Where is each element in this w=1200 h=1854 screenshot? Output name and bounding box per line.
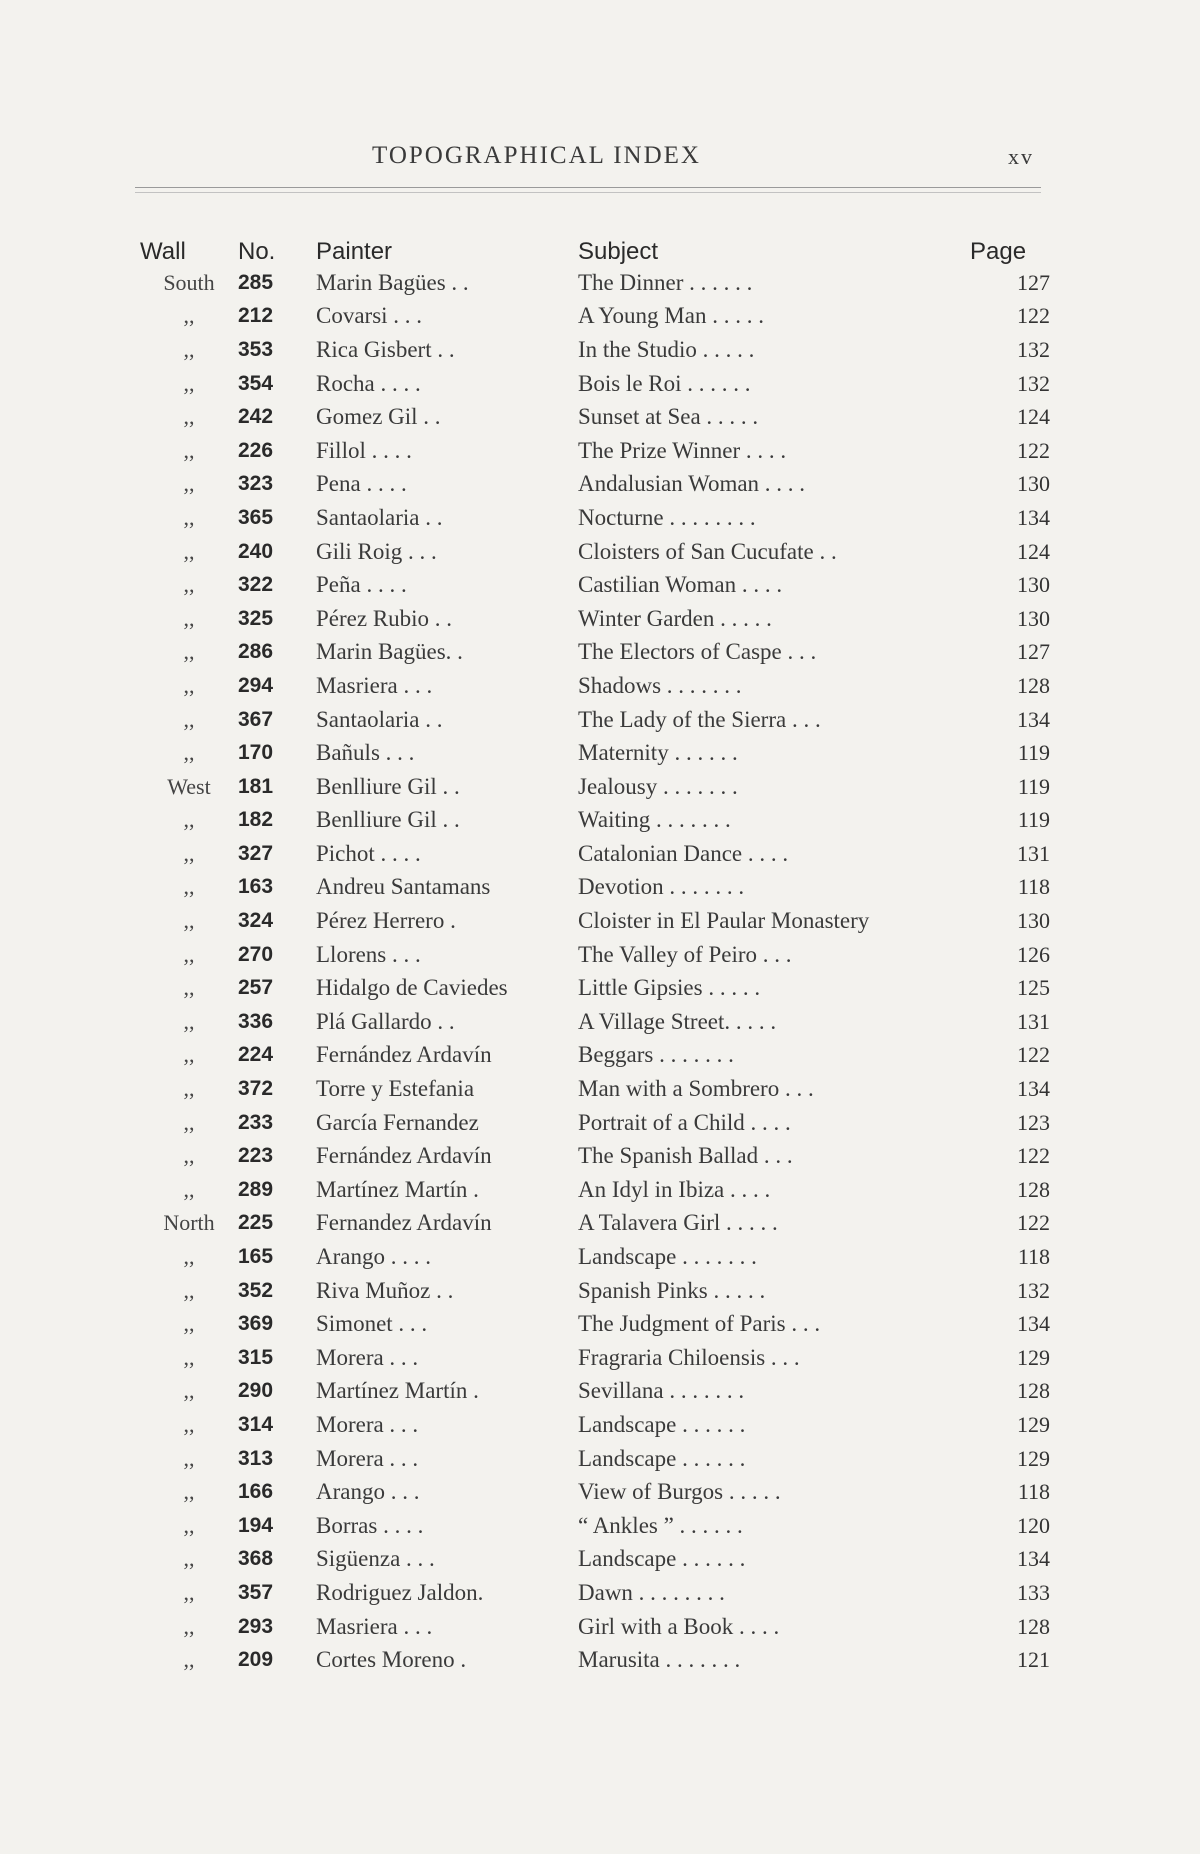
page-cell: 127 <box>1017 639 1050 665</box>
table-body <box>140 266 1050 1677</box>
wall-cell: ,, <box>183 807 195 833</box>
table-row <box>140 938 1050 972</box>
page-cell: 134 <box>1017 1546 1050 1572</box>
subject-cell: Cloister in El Paular Monastery <box>578 908 870 934</box>
page-cell: 119 <box>1017 807 1050 833</box>
wall-cell: ,, <box>183 1579 195 1605</box>
painter-cell: Santaolaria . . <box>316 504 443 530</box>
page-cell: 131 <box>1017 1008 1050 1034</box>
wall-cell: ,, <box>183 740 195 766</box>
wall-cell: ,, <box>183 1008 195 1034</box>
table-row <box>140 1039 1050 1073</box>
wall-cell: ,, <box>183 471 195 497</box>
subject-cell: The Electors of Caspe . . . <box>578 639 817 665</box>
subject-cell: Cloisters of San Cucufate . . <box>578 538 837 564</box>
page-cell: 133 <box>1017 1579 1050 1605</box>
wall-cell: ,, <box>183 941 195 967</box>
wall-cell: ,, <box>183 1042 195 1068</box>
table-row <box>140 266 1050 300</box>
painter-cell: Rocha . . . . <box>316 370 421 396</box>
wall-cell: ,, <box>183 706 195 732</box>
wall-cell: ,, <box>183 908 195 934</box>
painter-cell: Torre y Estefania <box>316 1076 475 1102</box>
column-header-page: Page <box>970 238 1027 265</box>
table-row <box>140 1139 1050 1173</box>
number-cell: 209 <box>238 1648 274 1672</box>
table-row <box>140 837 1050 871</box>
wall-cell: ,, <box>183 370 195 396</box>
number-cell: 224 <box>238 1043 274 1067</box>
wall-cell: ,, <box>183 840 195 866</box>
subject-cell: Sunset at Sea . . . . . <box>578 404 759 430</box>
painter-cell: Santaolaria . . <box>316 706 443 732</box>
number-cell: 369 <box>238 1312 274 1336</box>
subject-cell: Landscape . . . . . . <box>578 1445 746 1471</box>
wall-cell: ,, <box>183 975 195 1001</box>
number-cell: 166 <box>238 1480 274 1504</box>
painter-cell: Arango . . . . <box>316 1244 431 1270</box>
wall-cell: North <box>163 1210 215 1236</box>
table-row <box>140 636 1050 670</box>
page-cell: 128 <box>1017 1176 1050 1202</box>
page-title: TOPOGRAPHICAL INDEX <box>372 142 701 169</box>
page-cell: 118 <box>1017 1244 1050 1270</box>
table-row <box>140 300 1050 334</box>
subject-cell: Landscape . . . . . . . <box>578 1244 757 1270</box>
column-header-no: No. <box>238 238 276 265</box>
number-cell: 293 <box>238 1614 274 1638</box>
page-cell: 122 <box>1017 437 1050 463</box>
subject-cell: “ Ankles ” . . . . . . <box>578 1512 743 1538</box>
subject-cell: Man with a Sombrero . . . <box>578 1076 814 1102</box>
painter-cell: Morera . . . <box>316 1411 419 1437</box>
number-cell: 240 <box>238 539 274 563</box>
painter-cell: García Fernandez <box>316 1109 479 1135</box>
painter-cell: Hidalgo de Caviedes <box>316 975 508 1001</box>
page-cell: 129 <box>1017 1445 1050 1471</box>
page-cell: 130 <box>1017 908 1050 934</box>
page-cell: 128 <box>1017 1613 1050 1639</box>
running-head <box>0 142 1200 172</box>
subject-cell: In the Studio . . . . . <box>578 336 755 362</box>
number-cell: 233 <box>238 1110 274 1134</box>
table-row <box>140 669 1050 703</box>
subject-cell: Nocturne . . . . . . . . <box>578 504 756 530</box>
wall-cell: ,, <box>183 336 195 362</box>
painter-cell: Masriera . . . <box>316 672 433 698</box>
number-cell: 242 <box>238 405 274 429</box>
page-cell: 118 <box>1017 874 1050 900</box>
table-row <box>140 1543 1050 1577</box>
painter-cell: Masriera . . . <box>316 1613 433 1639</box>
number-cell: 270 <box>238 942 274 966</box>
painter-cell: Fernandez Ardavín <box>316 1210 492 1236</box>
subject-cell: The Spanish Ballad . . . <box>578 1143 793 1169</box>
column-header-subject: Subject <box>578 238 659 265</box>
page-cell: 121 <box>1017 1647 1050 1673</box>
table-row <box>140 1610 1050 1644</box>
painter-cell: Martínez Martín . <box>316 1176 479 1202</box>
number-cell: 225 <box>238 1211 274 1235</box>
number-cell: 286 <box>238 640 274 664</box>
number-cell: 325 <box>238 606 274 630</box>
table-row <box>140 602 1050 636</box>
wall-cell: ,, <box>183 1546 195 1572</box>
table-row <box>140 367 1050 401</box>
page-cell: 122 <box>1017 1210 1050 1236</box>
table-row <box>140 703 1050 737</box>
table-row <box>140 1106 1050 1140</box>
table-row <box>140 871 1050 905</box>
page-cell: 118 <box>1017 1479 1050 1505</box>
page-cell: 122 <box>1017 1143 1050 1169</box>
subject-cell: A Talavera Girl . . . . . <box>578 1210 778 1236</box>
painter-cell: Fernández Ardavín <box>316 1143 492 1169</box>
page-cell: 129 <box>1017 1344 1050 1370</box>
table-row <box>140 1408 1050 1442</box>
table-row <box>140 1341 1050 1375</box>
painter-cell: Simonet . . . <box>316 1311 428 1337</box>
subject-cell: Waiting . . . . . . . <box>578 807 731 833</box>
page-cell: 123 <box>1017 1109 1050 1135</box>
number-cell: 226 <box>238 438 274 462</box>
wall-cell: ,, <box>183 1378 195 1404</box>
page-cell: 122 <box>1017 1042 1050 1068</box>
subject-cell: Jealousy . . . . . . . <box>578 773 738 799</box>
painter-cell: Borras . . . . <box>316 1512 424 1538</box>
wall-cell: ,, <box>183 572 195 598</box>
number-cell: 352 <box>238 1278 274 1302</box>
subject-cell: Spanish Pinks . . . . . <box>578 1277 766 1303</box>
page-cell: 128 <box>1017 1378 1050 1404</box>
header-rule <box>135 187 1041 188</box>
topographical-index-table <box>140 228 1050 1677</box>
painter-cell: Arango . . . <box>316 1479 420 1505</box>
table-row <box>140 400 1050 434</box>
page-number: xv <box>1008 144 1034 169</box>
wall-cell: ,, <box>183 1613 195 1639</box>
painter-cell: Martínez Martín . <box>316 1378 479 1404</box>
page-cell: 119 <box>1017 773 1050 799</box>
page-cell: 130 <box>1017 572 1050 598</box>
table-row <box>140 501 1050 535</box>
table-row <box>140 1307 1050 1341</box>
painter-cell: Peña . . . . <box>316 572 407 598</box>
number-cell: 290 <box>238 1379 274 1403</box>
number-cell: 357 <box>238 1580 274 1604</box>
painter-cell: Bañuls . . . <box>316 740 415 766</box>
table-row <box>140 1442 1050 1476</box>
painter-cell: Fillol . . . . <box>316 437 412 463</box>
number-cell: 212 <box>238 304 274 328</box>
number-cell: 354 <box>238 371 274 395</box>
wall-cell: ,, <box>183 404 195 430</box>
number-cell: 257 <box>238 976 274 1000</box>
painter-cell: Marin Bagües . . <box>316 269 469 295</box>
wall-cell: ,, <box>183 1411 195 1437</box>
page-cell: 129 <box>1017 1411 1050 1437</box>
number-cell: 324 <box>238 909 274 933</box>
wall-cell: ,, <box>183 605 195 631</box>
subject-cell: Maternity . . . . . . <box>578 740 738 766</box>
wall-cell: ,, <box>183 1277 195 1303</box>
painter-cell: Morera . . . <box>316 1445 419 1471</box>
subject-cell: Sevillana . . . . . . . <box>578 1378 745 1404</box>
painter-cell: Fernández Ardavín <box>316 1042 492 1068</box>
number-cell: 182 <box>238 808 274 832</box>
number-cell: 194 <box>238 1513 274 1537</box>
subject-cell: Shadows . . . . . . . <box>578 672 742 698</box>
page-cell: 134 <box>1017 504 1050 530</box>
column-header-wall: Wall <box>140 238 186 265</box>
painter-cell: Marin Bagües. . <box>316 639 463 665</box>
wall-cell: ,, <box>183 639 195 665</box>
page-cell: 134 <box>1017 1076 1050 1102</box>
number-cell: 322 <box>238 573 274 597</box>
table-row <box>140 1375 1050 1409</box>
page-cell: 132 <box>1017 1277 1050 1303</box>
table-row <box>140 770 1050 804</box>
table-row <box>140 1207 1050 1241</box>
table-row <box>140 1072 1050 1106</box>
wall-cell: ,, <box>183 1512 195 1538</box>
subject-cell: The Dinner . . . . . . <box>578 269 753 295</box>
table-row <box>140 1240 1050 1274</box>
number-cell: 223 <box>238 1144 274 1168</box>
subject-cell: Landscape . . . . . . <box>578 1411 746 1437</box>
wall-cell: West <box>167 773 211 799</box>
table-header-row <box>140 228 1050 266</box>
wall-cell: ,, <box>183 672 195 698</box>
table-row <box>140 1643 1050 1677</box>
subject-cell: Girl with a Book . . . . <box>578 1613 780 1639</box>
wall-cell: ,, <box>183 504 195 530</box>
painter-cell: Pena . . . . <box>316 471 407 497</box>
table-row <box>140 736 1050 770</box>
painter-cell: Llorens . . . <box>316 941 421 967</box>
number-cell: 372 <box>238 1077 274 1101</box>
number-cell: 336 <box>238 1009 274 1033</box>
subject-cell: Portrait of a Child . . . . <box>578 1109 791 1135</box>
page-cell: 126 <box>1017 941 1050 967</box>
subject-cell: Castilian Woman . . . . <box>578 572 783 598</box>
header-rule-thin <box>135 192 1041 193</box>
page-cell: 127 <box>1017 269 1050 295</box>
subject-cell: The Prize Winner . . . . <box>578 437 787 463</box>
number-cell: 314 <box>238 1412 274 1436</box>
page-cell: 134 <box>1017 706 1050 732</box>
painter-cell: Riva Muñoz . . <box>316 1277 454 1303</box>
number-cell: 353 <box>238 337 274 361</box>
painter-cell: Sigüenza . . . <box>316 1546 435 1572</box>
wall-cell: ,, <box>183 874 195 900</box>
painter-cell: Pichot . . . . <box>316 840 421 866</box>
table-row <box>140 1173 1050 1207</box>
number-cell: 289 <box>238 1177 274 1201</box>
table-row <box>140 333 1050 367</box>
table-row <box>140 1475 1050 1509</box>
painter-cell: Gomez Gil . . <box>316 404 441 430</box>
wall-cell: South <box>163 269 215 295</box>
page-cell: 125 <box>1017 975 1050 1001</box>
number-cell: 165 <box>238 1245 274 1269</box>
wall-cell: ,, <box>183 1143 195 1169</box>
wall-cell: ,, <box>183 1344 195 1370</box>
table-row <box>140 568 1050 602</box>
table-row <box>140 1509 1050 1543</box>
page-cell: 132 <box>1017 336 1050 362</box>
table-row <box>140 468 1050 502</box>
table-row <box>140 535 1050 569</box>
table-row <box>140 1576 1050 1610</box>
page-cell: 132 <box>1017 370 1050 396</box>
subject-cell: Devotion . . . . . . . <box>578 874 745 900</box>
wall-cell: ,, <box>183 437 195 463</box>
painter-cell: Cortes Moreno . <box>316 1647 467 1673</box>
subject-cell: Beggars . . . . . . . <box>578 1042 734 1068</box>
wall-cell: ,, <box>183 1647 195 1673</box>
page-cell: 119 <box>1017 740 1050 766</box>
number-cell: 294 <box>238 673 274 697</box>
subject-cell: Andalusian Woman . . . . <box>578 471 806 497</box>
table-row <box>140 1005 1050 1039</box>
wall-cell: ,, <box>183 1445 195 1471</box>
page-cell: 120 <box>1017 1512 1050 1538</box>
column-header-painter: Painter <box>316 238 393 265</box>
number-cell: 163 <box>238 875 274 899</box>
number-cell: 181 <box>238 774 274 798</box>
painter-cell: Gili Roig . . . <box>316 538 437 564</box>
number-cell: 365 <box>238 505 274 529</box>
number-cell: 327 <box>238 841 274 865</box>
number-cell: 170 <box>238 741 274 765</box>
subject-cell: The Lady of the Sierra . . . <box>578 706 821 732</box>
subject-cell: A Young Man . . . . . <box>578 303 764 329</box>
subject-cell: The Judgment of Paris . . . <box>578 1311 821 1337</box>
page-cell: 131 <box>1017 840 1050 866</box>
painter-cell: Benlliure Gil . . <box>316 773 460 799</box>
wall-cell: ,, <box>183 538 195 564</box>
table-row <box>140 904 1050 938</box>
page-cell: 122 <box>1017 303 1050 329</box>
painter-cell: Benlliure Gil . . <box>316 807 460 833</box>
subject-cell: An Idyl in Ibiza . . . . <box>578 1176 771 1202</box>
wall-cell: ,, <box>183 1076 195 1102</box>
wall-cell: ,, <box>183 1479 195 1505</box>
painter-cell: Andreu Santamans <box>316 874 491 900</box>
number-cell: 315 <box>238 1345 274 1369</box>
page-cell: 128 <box>1017 672 1050 698</box>
subject-cell: A Village Street. . . . . <box>578 1008 777 1034</box>
number-cell: 285 <box>238 270 274 294</box>
table-row <box>140 804 1050 838</box>
page-cell: 130 <box>1017 605 1050 631</box>
subject-cell: Fragraria Chiloensis . . . <box>578 1344 800 1370</box>
painter-cell: Morera . . . <box>316 1344 419 1370</box>
table-row <box>140 971 1050 1005</box>
wall-cell: ,, <box>183 1176 195 1202</box>
number-cell: 367 <box>238 707 274 731</box>
wall-cell: ,, <box>183 1311 195 1337</box>
number-cell: 323 <box>238 472 274 496</box>
number-cell: 368 <box>238 1547 274 1571</box>
wall-cell: ,, <box>183 1109 195 1135</box>
wall-cell: ,, <box>183 303 195 329</box>
painter-cell: Rodriguez Jaldon. <box>316 1579 484 1605</box>
painter-cell: Pérez Rubio . . <box>316 605 453 631</box>
table-row <box>140 1274 1050 1308</box>
subject-cell: The Valley of Peiro . . . <box>578 941 792 967</box>
subject-cell: Catalonian Dance . . . . <box>578 840 789 866</box>
painter-cell: Pérez Herrero . <box>316 908 456 934</box>
table-row <box>140 434 1050 468</box>
subject-cell: Dawn . . . . . . . . <box>578 1579 725 1605</box>
page-cell: 134 <box>1017 1311 1050 1337</box>
painter-cell: Rica Gisbert . . <box>316 336 455 362</box>
painter-cell: Covarsi . . . <box>316 303 423 329</box>
subject-cell: Marusita . . . . . . . <box>578 1647 741 1673</box>
subject-cell: Little Gipsies . . . . . <box>578 975 761 1001</box>
number-cell: 313 <box>238 1446 274 1470</box>
page-cell: 130 <box>1017 471 1050 497</box>
painter-cell: Plá Gallardo . . <box>316 1008 455 1034</box>
subject-cell: Winter Garden . . . . . <box>578 605 772 631</box>
page-cell: 124 <box>1017 404 1050 430</box>
subject-cell: Landscape . . . . . . <box>578 1546 746 1572</box>
wall-cell: ,, <box>183 1244 195 1270</box>
page-cell: 124 <box>1017 538 1050 564</box>
subject-cell: Bois le Roi . . . . . . <box>578 370 751 396</box>
subject-cell: View of Burgos . . . . . <box>578 1479 781 1505</box>
